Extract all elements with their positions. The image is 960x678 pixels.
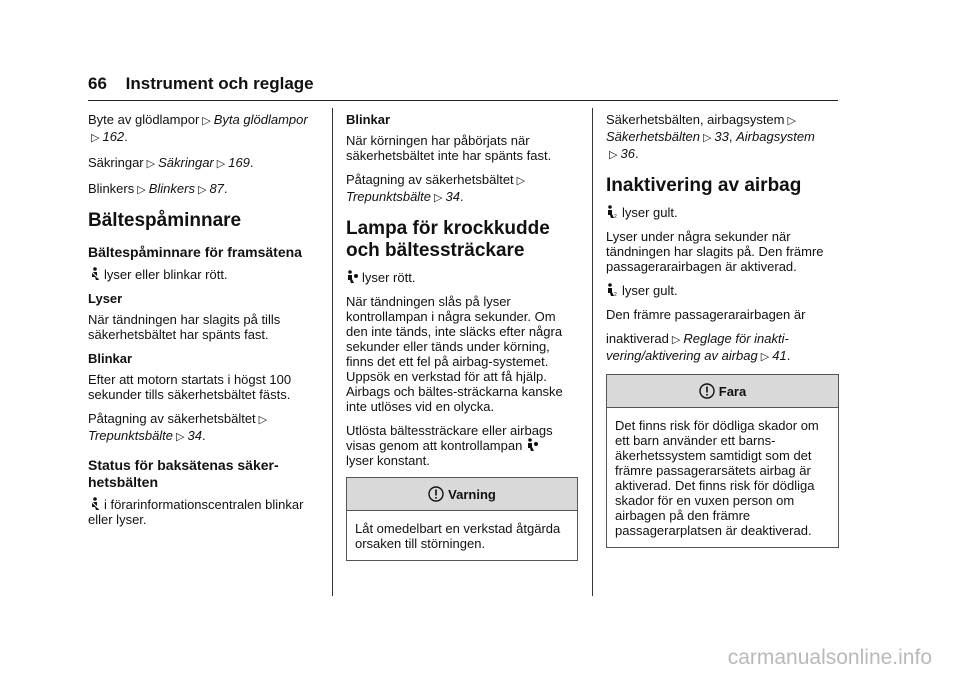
link-airbag-switch[interactable]: Reglage för inakti-vering/aktivering av airbag	[606, 331, 789, 363]
page-ref-icon: ▷	[258, 414, 268, 426]
page-header	[88, 74, 314, 94]
svg-text:2: 2	[614, 214, 617, 219]
label-blinkar: Blinkar	[346, 112, 391, 127]
released-text: Utlösta bältessträckare eller airbags visas genom att kontrollampan lyser konstant.	[346, 423, 553, 468]
link-three-point-belt[interactable]: Trepunktsbälte	[88, 428, 174, 443]
page-ref[interactable]: 162	[102, 129, 125, 144]
column-2	[346, 112, 578, 561]
page-ref-icon: ▷	[702, 132, 712, 144]
airbag-off-body: Lyser under några sekunder när tändningen har slagits på. Den främre passagerarairbagen är aktiverad.	[606, 229, 824, 274]
label-blinkar: Blinkar	[88, 351, 133, 366]
link-fuses[interactable]: Säkringar	[158, 155, 214, 170]
column-divider	[592, 108, 593, 596]
column-3	[606, 112, 839, 548]
column-divider	[332, 108, 333, 596]
front-indicator-text: lyser eller blinkar rött.	[88, 267, 313, 282]
heading-airbag-deactivation: Inaktivering av airbag	[606, 175, 802, 196]
section-title: Instrument och reglage	[125, 74, 314, 93]
danger-box	[606, 374, 839, 548]
column-1	[88, 112, 313, 536]
page-ref[interactable]: 87	[209, 181, 224, 196]
page-ref[interactable]: 34	[445, 189, 460, 204]
ref-airbag-switch: inaktiverad ▷ Reglage för inakti-vering/aktivering av airbag ▷ 41.	[606, 331, 791, 363]
page-ref-icon: ▷	[787, 115, 796, 127]
page-number: 66	[88, 74, 107, 93]
blinkar-text: Efter att motorn startats i högst 100 sekunder tills säkerhetsbältet fästs.	[88, 372, 292, 402]
page-ref-icon: ▷	[760, 351, 770, 363]
page-ref[interactable]: 41	[772, 348, 787, 363]
link-bulbs[interactable]: Byta glödlampor	[213, 112, 308, 127]
page-ref[interactable]: 36	[620, 146, 635, 161]
page-ref-icon: ▷	[609, 149, 618, 161]
page-ref-icon: ▷	[91, 132, 100, 144]
page-ref-icon: ▷	[197, 184, 207, 196]
label-lyser: Lyser	[88, 291, 123, 306]
airbag-off-indicator: 2 lyser gult.	[606, 205, 839, 220]
page-ref[interactable]: 34	[187, 428, 202, 443]
watermark: carmanualsonline.info	[727, 646, 932, 669]
seatbelt-icon	[88, 267, 100, 281]
warning-icon	[699, 383, 715, 399]
link-blinkers[interactable]: Blinkers	[148, 181, 195, 196]
danger-title: Fara	[718, 384, 747, 399]
rear-indicator-text: i förarinformationscentralen blinkar eller lyser.	[88, 497, 304, 527]
passenger-airbag-off-icon	[606, 205, 618, 219]
airbag-icon	[526, 438, 538, 452]
ref-fuses: Säkringar ▷ Säkringar ▷ 169.	[88, 155, 254, 170]
ref-seatbelts-airbags: Säkerhetsbälten, airbagsystem ▷ Säkerhetsbälten ▷ 33, Airbagsystem ▷ 36.	[606, 112, 815, 161]
page-ref-icon: ▷	[202, 115, 211, 127]
page-ref-icon: ▷	[434, 192, 443, 204]
seatbelt-icon	[88, 497, 100, 511]
warning-box	[346, 477, 578, 561]
heading-rear-status: Status för baksätenas säker-hetsbälten	[88, 457, 279, 490]
warning-title: Varning	[448, 487, 496, 502]
danger-text: Det finns risk för dödliga skador om ett barn använder ett barns-äkerhetssystem samtidigt som det främre passagerarsätets airbag är aktiverad. Det finns risk för dödliga skador för en vuxen person om airbagen på den främre passagerarplatsen är deaktiverad.	[615, 418, 819, 538]
page-ref-icon: ▷	[137, 184, 146, 196]
passenger-airbag-on-icon	[606, 283, 618, 297]
warning-text: Låt omedelbart en verkstad åtgärda orsaken till störningen.	[355, 521, 561, 551]
ref-blinkers: Blinkers ▷ Blinkers ▷ 87.	[88, 181, 228, 196]
heading-seatbelt-reminder: Bältespåminnare	[88, 210, 242, 231]
page-ref-icon: ▷	[671, 334, 681, 346]
warning-icon	[428, 486, 444, 502]
airbag-icon	[346, 270, 358, 284]
heading-airbag-lamp: Lampa för krockkudde och bältessträckare	[346, 218, 550, 261]
link-seatbelts[interactable]: Säkerhetsbälten	[606, 129, 700, 144]
ref-bulbs: Byte av glödlampor ▷ Byta glödlampor▷ 162.	[88, 112, 308, 144]
header-rule	[88, 100, 838, 101]
lyser-text: När tändningen har slagits på tills säkerhetsbältet har spänts fast.	[88, 312, 281, 342]
ref-three-point-belt: Påtagning av säkerhetsbältet ▷ Trepunktsbälte ▷ 34.	[88, 411, 268, 443]
warning-header	[347, 478, 577, 511]
airbag-body: När tändningen slås på lyser kontrollampan i några sekunder. Om den inte tänds, inte släcks efter några sekunder eller tänds under körning, finns det ett fel på airbag-systemet. Uppsök en verkstad för att få hjälp. Airbags och bältes-sträckarna kanske inte utlöses vid en olycka.	[346, 294, 563, 414]
svg-text:2: 2	[614, 292, 617, 297]
page-ref-icon: ▷	[516, 175, 526, 187]
page-ref-icon: ▷	[176, 431, 185, 443]
airbag-on-indicator: 2 lyser gult.	[606, 283, 839, 298]
airbag-indicator-text: lyser rött.	[346, 270, 578, 285]
link-airbag-system[interactable]: Airbagsystem	[736, 129, 815, 144]
page-ref-icon: ▷	[216, 158, 226, 170]
page-ref[interactable]: 169	[228, 155, 250, 170]
ref-three-point-belt: Påtagning av säkerhetsbältet ▷ Trepunktsbälte ▷ 34.	[346, 172, 526, 204]
danger-header	[607, 375, 838, 408]
page-ref[interactable]: 33	[714, 129, 729, 144]
page-ref-icon: ▷	[146, 158, 156, 170]
airbag-on-body: Den främre passagerarairbagen är	[606, 307, 806, 322]
blinkar-text: När körningen har påbörjats när säkerhetsbältet inte har spänts fast.	[346, 133, 552, 163]
heading-front-seats: Bältespåminnare för framsätena	[88, 244, 302, 260]
link-three-point-belt[interactable]: Trepunktsbälte	[346, 189, 432, 204]
